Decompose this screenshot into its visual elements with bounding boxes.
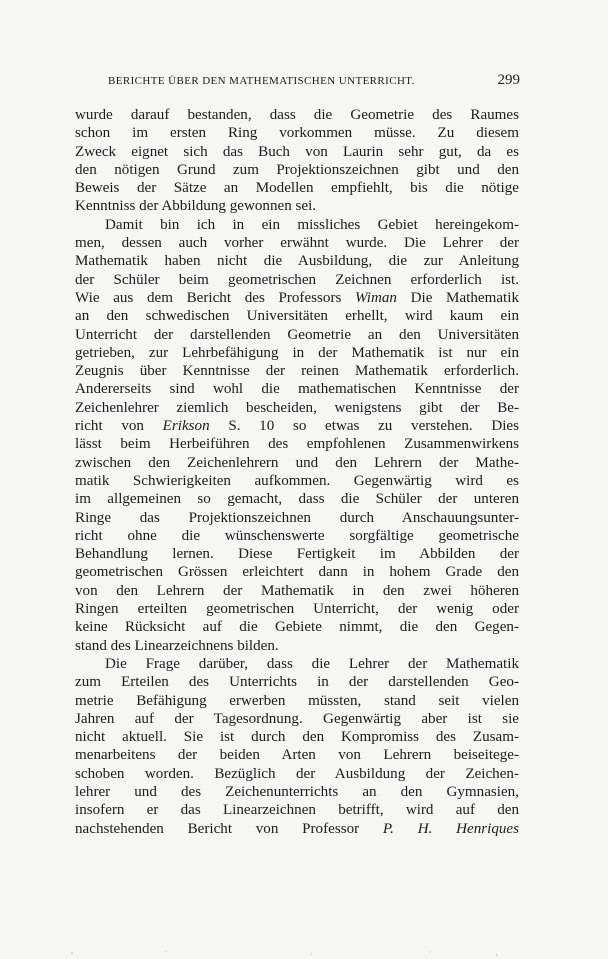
text-run: Andererseits sind wohl die mathematischen Kenntnisse der [75, 381, 519, 398]
text-line [75, 618, 519, 636]
text-run: getrieben, zur Lehrbefähigung in der Mathematik ist nur ein [75, 344, 519, 361]
text-run: Zweck eignet sich das Buch von Laurin sehr gut, da es [75, 143, 519, 160]
text-line [75, 326, 519, 344]
text-run: Behandlung lernen. Diese Fertigkeit im Abbilden der [75, 546, 519, 563]
text-run: im allgemeinen so gemacht, dass die Schüler der unteren [75, 491, 519, 508]
text-line [75, 600, 519, 618]
text-line [75, 527, 519, 545]
text-run: nachstehenden Bericht von Professor [75, 820, 383, 837]
text-line [75, 582, 519, 600]
text-line [75, 197, 519, 215]
text-line [75, 563, 519, 581]
text-line [75, 234, 519, 252]
text-line [75, 673, 519, 691]
text-line [75, 637, 519, 655]
text-run: metrie Befähigung erwerben müssten, stand seit vielen [75, 692, 519, 709]
text-line [75, 454, 519, 472]
paragraph [75, 655, 519, 838]
text-run: Ringe das Projektionszeichnen durch Anschauungsunter- [75, 509, 519, 526]
text-run: Jahren auf der Tagesordnung. Gegenwärtig aber ist sie [75, 710, 519, 727]
text-run: von den Lehrern der Mathematik in den zwei höheren [75, 582, 519, 599]
text-line [75, 801, 519, 819]
text-run: Zeichenlehrer ziemlich bescheiden, wenigstens gibt der Be- [75, 399, 519, 416]
text-line [75, 289, 519, 307]
text-run: schoben worden. Bezüglich der Ausbildung der Zeichen- [75, 765, 519, 782]
text-line [75, 728, 519, 746]
text-run: Zeugnis über Kenntnisse der reinen Mathematik erforderlich. [75, 363, 519, 380]
text-line [75, 307, 519, 325]
text-run: matik Schwierigkeiten aufkommen. Gegenwärtig wird es [75, 472, 519, 489]
text-run: stand des Linearzeichnens bilden. [75, 637, 279, 654]
text-run: geometrischen Grössen erleichtert dann in hohem Grade den [75, 564, 519, 581]
text-line [75, 435, 519, 453]
text-run: keine Rücksicht auf die Gebiete nimmt, die den Gegen- [75, 619, 519, 636]
text-line [75, 746, 519, 764]
text-run: Wie aus dem Bericht des Professors [75, 289, 356, 306]
text-run: Die Mathematik [396, 289, 519, 306]
text-line [75, 655, 519, 673]
text-run: an den schwedischen Universitäten erhellt, wird kaum ein [75, 308, 519, 325]
text-run: lehrer und des Zeichenunterrichts an den Gymnasien, [75, 783, 519, 800]
text-run: richt von [75, 418, 163, 435]
text-line [75, 710, 519, 728]
text-run: zwischen den Zeichenlehrern und den Lehrern der Mathe- [75, 454, 519, 471]
running-header [108, 72, 520, 88]
text-line [75, 399, 519, 417]
text-line [75, 820, 519, 838]
text-line [75, 106, 519, 124]
text-line [75, 124, 519, 142]
text-run: richt ohne die wünschenswerte sorgfältige geometrische [75, 527, 519, 544]
text-run: menarbeitens der beiden Arten von Lehrern beiseitege- [75, 747, 519, 764]
text-run: den nötigen Grund zum Projektionszeichnen gibt und den [75, 161, 519, 178]
text-line [75, 161, 519, 179]
speck [165, 950, 166, 951]
speck [310, 953, 311, 954]
page-number: 299 [497, 72, 520, 88]
speck [429, 951, 430, 952]
text-line [75, 216, 519, 234]
speck [496, 954, 498, 956]
italic-name: P. H. Henriques [382, 820, 519, 837]
text-run: Beweis der Sätze an Modellen empfiehlt, bis die nötige [75, 180, 519, 197]
paragraph [75, 216, 519, 655]
text-run: Die Frage darüber, dass die Lehrer der Mathematik [105, 655, 519, 672]
italic-name: Wiman [355, 289, 397, 306]
text-line [75, 472, 519, 490]
text-run: Mathematik haben nicht die Ausbildung, die zur Anleitung [75, 253, 519, 270]
text-line [75, 344, 519, 362]
text-line [75, 545, 519, 563]
text-line [75, 417, 519, 435]
body-text [75, 106, 519, 838]
text-line [75, 783, 519, 801]
text-run: der Schüler beim geometrischen Zeichnen erforderlich ist. [75, 271, 519, 288]
text-run: Kenntniss der Abbildung gewonnen sei. [75, 198, 317, 215]
text-line [75, 692, 519, 710]
text-line [75, 179, 519, 197]
text-line [75, 509, 519, 527]
text-line [75, 271, 519, 289]
text-run: zum Erteilen des Unterrichts in der darstellenden Geo- [75, 674, 519, 691]
speck [71, 952, 72, 953]
text-line [75, 490, 519, 508]
text-run: nicht aktuell. Sie ist durch den Kompromiss des Zusam- [75, 729, 519, 746]
running-title: BERICHTE ÜBER DEN MATHEMATISCHEN UNTERRICHT. [108, 75, 415, 87]
paragraph [75, 106, 519, 216]
text-run: insofern er das Linearzeichnen betrifft, wird auf den [75, 802, 519, 819]
text-run: S. 10 so etwas zu verstehen. Dies [209, 418, 519, 435]
text-line [75, 380, 519, 398]
text-line [75, 362, 519, 380]
scan-specks [0, 940, 608, 959]
text-line [75, 143, 519, 161]
text-run: Unterricht der darstellenden Geometrie an den Universitäten [75, 326, 519, 343]
text-run: men, dessen auch vorher erwähnt wurde. Die Lehrer der [75, 235, 519, 252]
text-run: lässt beim Herbeiführen des empfohlenen Zusammenwirkens [75, 436, 519, 453]
text-run: Damit bin ich in ein missliches Gebiet hereingekom- [105, 216, 519, 233]
text-run: schon im ersten Ring vorkommen müsse. Zu diesem [75, 125, 519, 142]
text-line [75, 252, 519, 270]
italic-name: Erikson [162, 418, 210, 435]
text-run: Ringen erteilten geometrischen Unterricht, der wenig oder [75, 601, 519, 618]
text-run: wurde darauf bestanden, dass die Geometrie des Raumes [75, 107, 519, 123]
text-line [75, 765, 519, 783]
